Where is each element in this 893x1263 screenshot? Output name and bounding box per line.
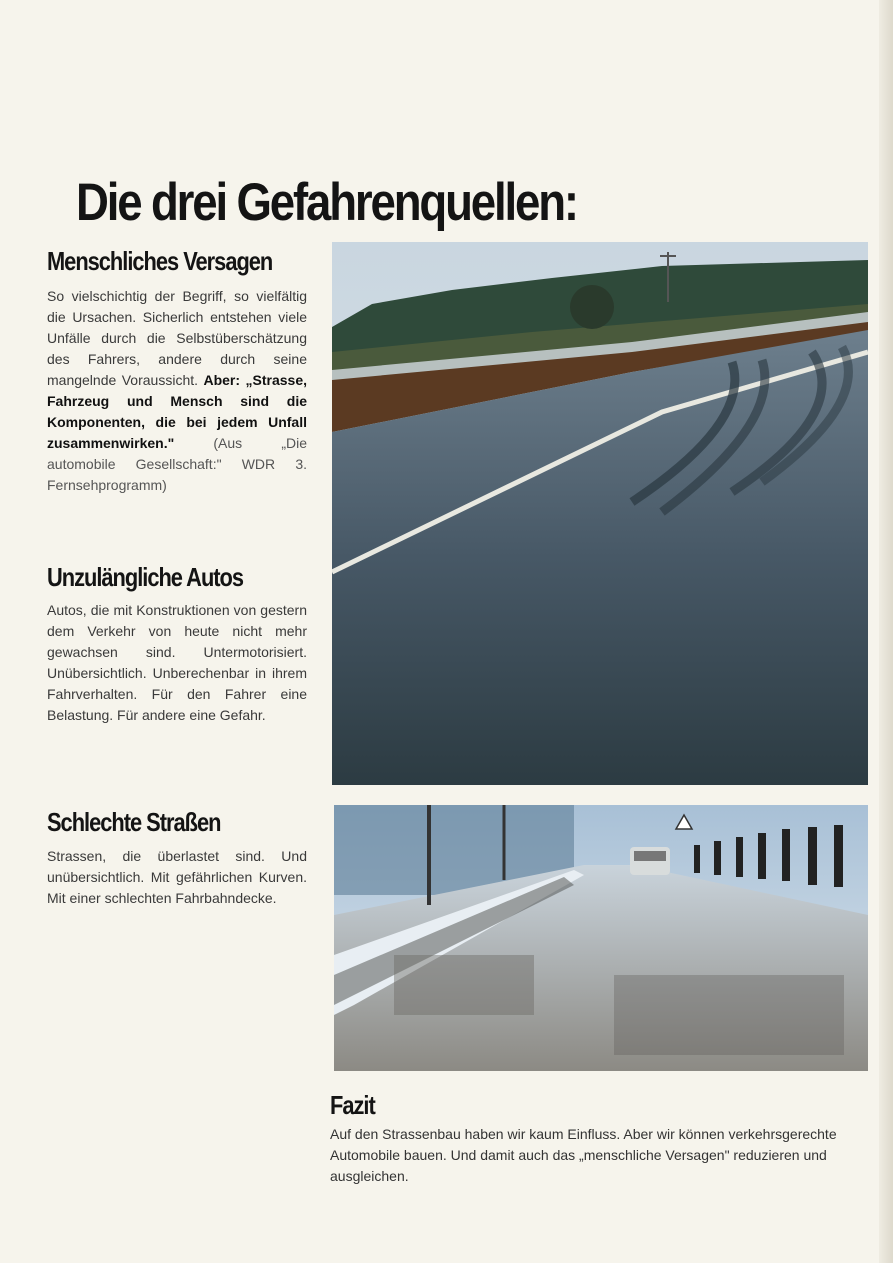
section2-text: Autos, die mit Konstruktionen von gestern dem Verkehr von heute nicht mehr gewachsen sind. Untermotorisiert. Unübersichtlich. Unberechenbar in ihrem Fahrverhalten. Für den Fahrer eine Belastung. Für andere eine Gefahr. [47, 602, 307, 723]
section3-text: Strassen, die überlastet sind. Und unübersichtlich. Mit gefährlichen Kurven. Mit einer schlechten Fahrbahndecke. [47, 848, 307, 906]
section1-body [47, 286, 307, 496]
fazit-text: Auf den Strassenbau haben wir kaum Einfluss. Aber wir können verkehrsgerechte Automobile bauen. Und damit auch das „menschliche Versagen" reduzieren und ausgleichen. [330, 1126, 837, 1184]
page-title: Die drei Gefahrenquellen: [76, 173, 577, 232]
heading-menschliches-versagen: Menschliches Versagen [47, 246, 273, 276]
heading-unzulaengliche-autos: Unzulängliche Autos [47, 562, 244, 592]
wet-road-illustration [332, 242, 868, 785]
section1-text: So vielschichtig der Begriff, so vielfältig die Ursachen. Sicherlich entstehen viele Unfälle durch die Selbstüberschätzung des Fahrers, andere durch seine mangelnde Voraussicht. [47, 288, 307, 388]
section1-source: (Aus „Die automobile Gesellschaft:" WDR 3. Fernsehprogramm) [47, 435, 307, 493]
snowy-road-illustration [334, 805, 868, 1071]
section1-quote: Aber: „Strasse, Fahrzeug und Mensch sind die Komponenten, die bei jedem Unfall zusammenwirken." [47, 372, 307, 451]
heading-schlechte-strassen: Schlechte Straßen [47, 807, 221, 837]
heading-fazit: Fazit [330, 1090, 375, 1120]
wet-road-photo [332, 242, 868, 785]
page-edge [879, 0, 893, 1263]
snowy-road-photo [334, 805, 868, 1071]
